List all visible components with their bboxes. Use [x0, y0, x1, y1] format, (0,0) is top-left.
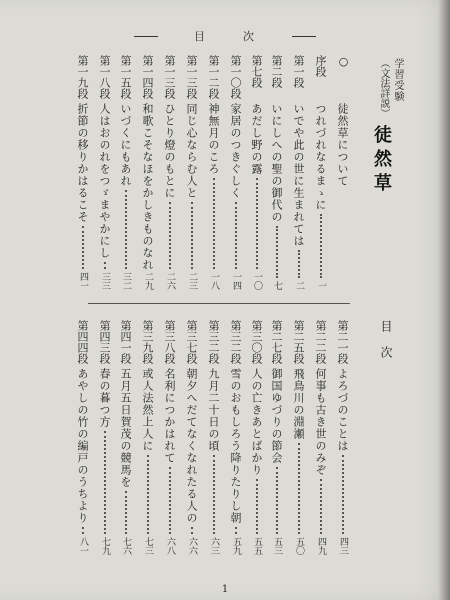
- toc-entry-number: 第二段: [270, 55, 283, 88]
- leader-dots: [191, 202, 193, 269]
- toc-entry: [292, 55, 310, 290]
- leader-dots: [125, 491, 127, 534]
- toc-entry-title: あやしの竹の編戸のうちより: [76, 368, 89, 524]
- toc-entry-number: 第一八段: [98, 55, 111, 99]
- toc-entry: [76, 320, 94, 555]
- head-rule-left: [134, 36, 158, 37]
- leader-dots: [256, 479, 258, 534]
- page-edge-shadow: [438, 0, 450, 600]
- toc-entry-page: 四九: [316, 537, 326, 555]
- toc-entry: [163, 320, 181, 555]
- book-title: 徒然草: [371, 125, 392, 197]
- toc-entry-number: 第三二段: [207, 320, 220, 364]
- toc-entry-page: 五五: [252, 537, 262, 555]
- toc-entry-number: 第一三段: [185, 55, 198, 99]
- leader-dots: [256, 178, 258, 269]
- leader-dots: [191, 527, 193, 534]
- series-label: 学習受験: [392, 58, 403, 102]
- toc-entry: [141, 320, 159, 555]
- toc-entry: [336, 55, 354, 290]
- toc-entry-number: 第三九段: [141, 320, 154, 364]
- toc-entry-page: 五九: [231, 537, 241, 555]
- toc-entry-number: 第一三段: [163, 55, 176, 99]
- toc-entry-title: 何事も古き世のみぞ: [314, 368, 327, 476]
- toc-entry: [336, 320, 354, 555]
- toc-entry: [185, 55, 203, 290]
- head-rule-right: [292, 36, 316, 37]
- toc-entry-number: ○: [337, 55, 350, 68]
- toc-entry: [270, 320, 288, 555]
- toc-entry-title: 朝夕へだてなくなれたる人の: [185, 368, 198, 524]
- toc-entry: [270, 55, 288, 290]
- toc-entry-page: 二六: [165, 272, 175, 290]
- leader-dots: [169, 467, 171, 534]
- leader-dots: [276, 467, 278, 534]
- toc-entry: [141, 55, 159, 290]
- toc-entry-number: 第三〇段: [250, 320, 263, 364]
- toc-entry: [163, 55, 181, 290]
- leader-dots: [213, 178, 215, 269]
- toc-entry-number: 第四一段: [119, 320, 132, 364]
- toc-entry-page: 五〇: [294, 537, 304, 555]
- toc-entry-page: 三二: [121, 272, 131, 290]
- running-head-right: 次: [243, 30, 256, 43]
- leader-dots: [104, 262, 106, 269]
- toc-entry-page: 二三: [187, 272, 197, 290]
- toc-entry: [119, 320, 137, 555]
- leader-dots: [82, 527, 84, 534]
- toc-entry-page: 七九: [100, 537, 110, 555]
- toc-entry-title: 五月五日賀茂の競馬を: [119, 368, 132, 488]
- leader-dots: [320, 214, 322, 278]
- running-head-left: 目: [194, 30, 207, 43]
- toc-entry-title: 飛鳥川の淵瀬: [292, 368, 305, 440]
- toc-entry-page: 一〇: [252, 272, 262, 290]
- toc-entry-title: 和歌こそなほをかしきものなれ: [141, 103, 154, 271]
- toc-entry-title: 神無月のころ: [207, 103, 220, 175]
- leader-dots: [320, 479, 322, 534]
- toc-entry-title: あだし野の露: [250, 103, 263, 175]
- toc-entry-title: 雪のおもしろう降りたりし朝: [229, 368, 242, 524]
- toc-entry: [314, 320, 332, 555]
- toc-entry-page: 一: [316, 281, 326, 290]
- toc-entry-page: 七六: [121, 537, 131, 555]
- toc-entry: [207, 55, 225, 290]
- toc-entry-title: 或人法然上人に: [141, 368, 154, 452]
- leader-dots: [235, 202, 237, 269]
- toc-entry-title: ひとり燈のもとに: [163, 103, 176, 199]
- toc-entry-number: 第三七段: [185, 320, 198, 364]
- toc-entry: [314, 55, 332, 290]
- leader-dots: [235, 527, 237, 534]
- leader-dots: [147, 455, 149, 534]
- toc-entry-page: 二九: [143, 272, 153, 290]
- toc-entry-title: 名利につかはれて: [163, 368, 176, 464]
- toc-entry-title: 家居のつきぐしく: [229, 103, 242, 199]
- toc-entry-title: 人の亡きあとばかり: [250, 368, 263, 476]
- toc-entry-page: 八一: [78, 537, 88, 555]
- toc-entry-number: 第一〇段: [229, 55, 242, 99]
- toc-entry: [229, 55, 247, 290]
- toc-entry-title: 春の暮つ方: [98, 368, 111, 428]
- toc-entry-title: つれづれなるまゝに: [314, 103, 327, 211]
- toc-entry-title: いにしへの聖の御代の: [270, 103, 283, 223]
- toc-entry: [292, 320, 310, 555]
- toc-entry-number: 第四三段: [98, 320, 111, 364]
- toc-entry-title: よろづのことは: [336, 368, 349, 452]
- section-divider: [88, 303, 350, 304]
- toc-entry-number: 第二一段: [336, 320, 349, 364]
- toc-entry: [250, 55, 268, 290]
- toc-entry-page: 六三: [209, 537, 219, 555]
- leader-dots: [342, 455, 344, 534]
- leader-dots: [298, 443, 300, 534]
- toc-entry: [185, 320, 203, 555]
- toc-entry-number: 序段: [314, 55, 327, 77]
- toc-entry-page: 六八: [165, 537, 175, 555]
- toc-heading: 目次: [379, 320, 393, 372]
- page-number: 1: [221, 584, 229, 595]
- toc-entry-page: 七三: [143, 537, 153, 555]
- toc-entry-title: 人はおのれをつゞまやかにし: [98, 103, 111, 259]
- toc-entry-number: 第一段: [292, 55, 305, 88]
- toc-entry-page: 五三: [272, 537, 282, 555]
- toc-entry: [98, 55, 116, 290]
- toc-entry-number: 第一九段: [76, 55, 89, 99]
- leader-dots: [276, 226, 278, 278]
- toc-entry-title: いづくにもあれ: [119, 103, 132, 187]
- toc-entry-title: いでや此の世に生まれては: [292, 103, 305, 247]
- toc-entry: [207, 320, 225, 555]
- toc-entry-page: 六六: [187, 537, 197, 555]
- toc-entry-page: 四一: [78, 272, 88, 290]
- toc-entry: [98, 320, 116, 555]
- toc-entry-page: 三三: [100, 272, 110, 290]
- leader-dots: [169, 202, 171, 269]
- toc-entry-page: 七: [272, 281, 282, 290]
- toc-entry: [229, 320, 247, 555]
- toc-entry-number: 第七段: [250, 55, 263, 88]
- leader-dots: [104, 431, 106, 534]
- toc-entry-number: 第二二段: [314, 320, 327, 364]
- toc-entry-title: 同じ心ならむ人と: [185, 103, 198, 199]
- toc-entry-page: 四三: [338, 537, 348, 555]
- toc-entry-title: 徒然草について: [336, 103, 349, 187]
- leader-dots: [125, 190, 127, 269]
- toc-entry-page: 一八: [209, 272, 219, 290]
- toc-entry: [250, 320, 268, 555]
- toc-entry: [119, 55, 137, 290]
- toc-entry-number: 第一二段: [207, 55, 220, 99]
- running-head: [0, 26, 450, 46]
- toc-entry-number: 第一五段: [119, 55, 132, 99]
- toc-entry-number: 第二五段: [292, 320, 305, 364]
- toc-entry-number: 第二七段: [270, 320, 283, 364]
- toc-entry-number: 第三八段: [163, 320, 176, 364]
- toc-entry-page: 二: [294, 281, 304, 290]
- toc-entry-title: 九月二十日の頃: [207, 368, 220, 452]
- leader-dots: [213, 455, 215, 534]
- toc-entry-number: 第三二段: [229, 320, 242, 364]
- toc-entry-number: 第四四段: [76, 320, 89, 364]
- leader-dots: [82, 226, 84, 269]
- series-sublabel: （文法詳説）: [378, 58, 389, 118]
- toc-entry-number: 第一四段: [141, 55, 154, 99]
- toc-entry-title: 御国ゆづりの節会: [270, 368, 283, 464]
- leader-dots: [298, 250, 300, 278]
- toc-entry-page: 一四: [231, 272, 241, 290]
- toc-entry-title: 折節の移りかはるこそ: [76, 103, 89, 223]
- toc-entry: [76, 55, 94, 290]
